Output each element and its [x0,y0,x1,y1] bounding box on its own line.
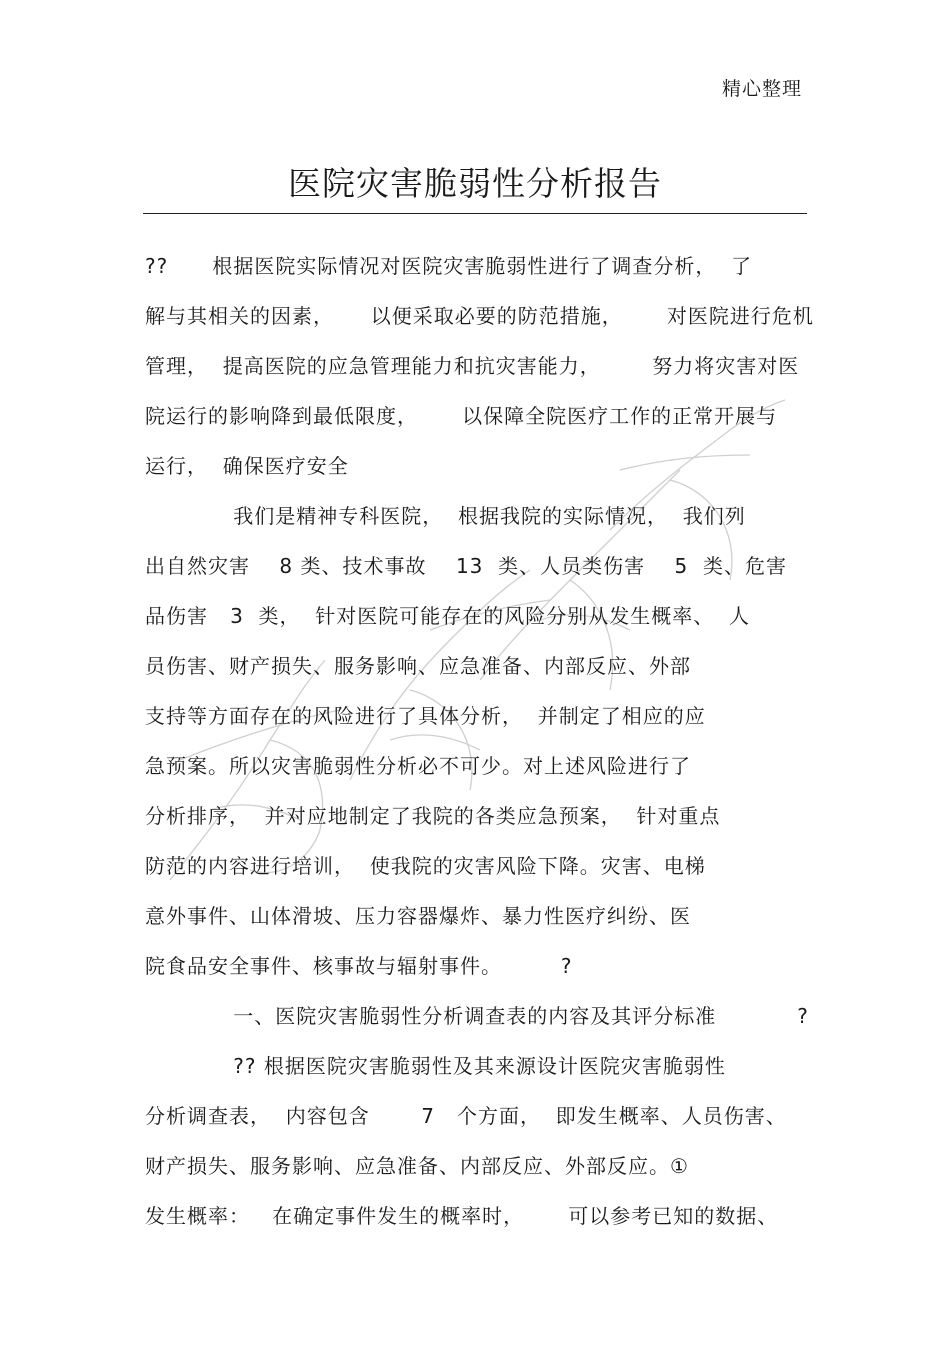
body-line: 品伤害 3 类， 针对医院可能存在的风险分别从发生概率、 人 [145,604,750,628]
body-line: 发生概率： 在确定事件发生的概率时， 可以参考已知的数据、 [145,1204,779,1228]
body-line: 分析调查表， 内容包含 7 个方面， 即发生概率、人员伤害、 [145,1104,787,1128]
body-line: 支持等方面存在的风险进行了具体分析， 并制定了相应的应 [145,704,706,728]
body-line: 解与其相关的因素， 以便采取必要的防范措施， 对医院进行危机 [145,304,814,328]
handwritten-watermark [150,360,790,920]
body-line: 管理， 提高医院的应急管理能力和抗灾害能力， 努力将灾害对医 [145,354,800,378]
body-line: 员伤害、财产损失、服务影响、应急准备、内部反应、外部 [145,654,691,678]
body-line: ?? 根据医院灾害脆弱性及其来源设计医院灾害脆弱性 [145,1054,726,1078]
title-divider [143,213,807,214]
body-line: 院运行的影响降到最低限度， 以保障全院医疗工作的正常开展与 [145,404,778,428]
body-line: 出自然灾害 8 类、技术事故 13 类、人员类伤害 5 类、危害 [145,554,787,578]
body-line: ?? 根据医院实际情况对医院灾害脆弱性进行了调查分析， 了 [145,254,753,278]
body-line: 防范的内容进行培训， 使我院的灾害风险下降。灾害、电梯 [145,854,706,878]
body-line: 运行， 确保医疗安全 [145,454,349,478]
body-line: 我们是精神专科医院， 根据我院的实际情况， 我们列 [145,504,746,528]
body-line: 分析排序， 并对应地制定了我院的各类应急预案， 针对重点 [145,804,721,828]
body-line: 院食品安全事件、核事故与辐射事件。 ? [145,954,573,978]
body-line: 急预案。所以灾害脆弱性分析必不可少。对上述风险进行了 [145,754,691,778]
header-note: 精心整理 [721,78,802,100]
document-title: 医院灾害脆弱性分析报告 [288,164,662,203]
body-line: 财产损失、服务影响、应急准备、内部反应、外部反应。① [145,1154,689,1178]
section-heading: 一、医院灾害脆弱性分析调查表的内容及其评分标准 ? [145,1004,809,1028]
body-line: 意外事件、山体滑坡、压力容器爆炸、暴力性医疗纠纷、医 [145,904,691,928]
